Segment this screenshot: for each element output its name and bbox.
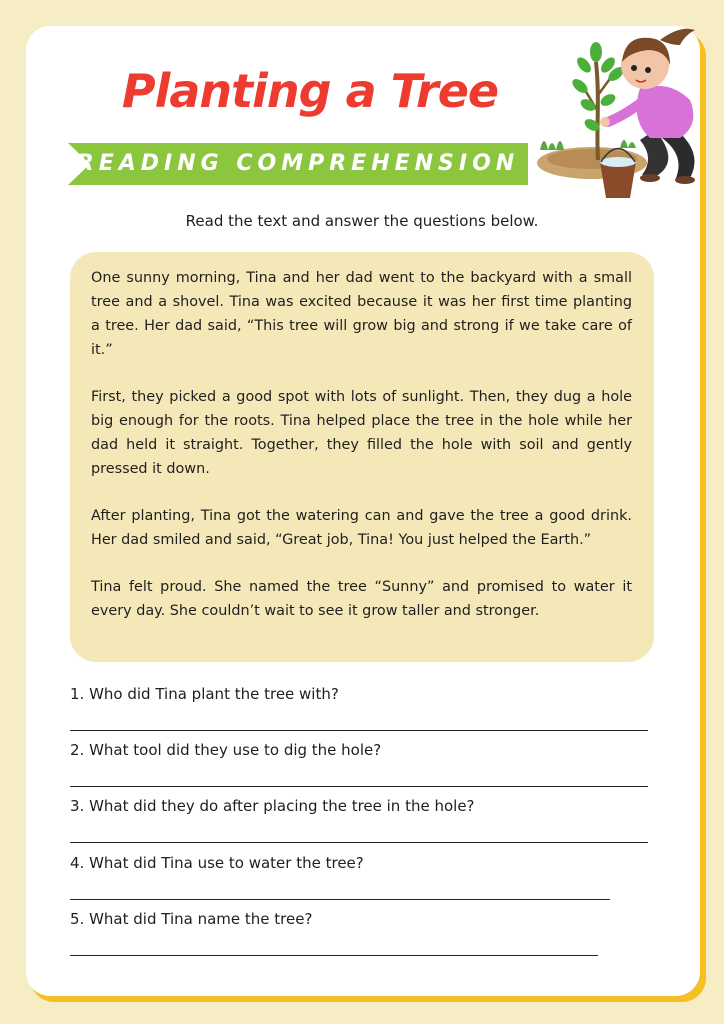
answer-line-1[interactable] bbox=[70, 730, 648, 731]
question-1: 1. Who did Tina plant the tree with? bbox=[70, 685, 339, 703]
worksheet-title: Planting a Tree bbox=[121, 64, 499, 118]
girl-planting-tree-illustration bbox=[530, 10, 715, 205]
instructions-text: Read the text and answer the questions below. bbox=[185, 212, 539, 230]
answer-line-5[interactable] bbox=[70, 955, 598, 956]
passage-paragraph: One sunny morning, Tina and her dad went to the backyard with a small tree and a shovel. Tina was excited because it was her first time planting a tree. Her dad said, “This tree will grow big and strong if we take care of it.” bbox=[91, 270, 632, 358]
question-3: 3. What did they do after placing the tree in the hole? bbox=[70, 797, 475, 815]
passage-paragraph: First, they picked a good spot with lots of sunlight. Then, they dug a hole big enough for the roots. Tina helped place the tree in the hole while her dad held it straight. Together, they filled the hole with soil and gently pressed it down. bbox=[91, 389, 632, 477]
question-5: 5. What did Tina name the tree? bbox=[70, 910, 313, 928]
answer-line-4[interactable] bbox=[70, 899, 610, 900]
passage-paragraph: After planting, Tina got the watering can and gave the tree a good drink. Her dad smiled and said, “Great job, Tina! You just helped the Earth.” bbox=[91, 508, 632, 548]
subtitle-banner bbox=[68, 143, 528, 185]
answer-line-3[interactable] bbox=[70, 842, 648, 843]
answer-line-2[interactable] bbox=[70, 786, 648, 787]
question-4: 4. What did Tina use to water the tree? bbox=[70, 854, 364, 872]
passage-paragraph: Tina felt proud. She named the tree “Sunny” and promised to water it every day. She couldn’t wait to see it grow taller and stronger. bbox=[91, 579, 632, 619]
reading-passage bbox=[70, 252, 654, 662]
question-2: 2. What tool did they use to dig the hole? bbox=[70, 741, 382, 759]
subtitle-text: READING COMPREHENSION bbox=[76, 151, 520, 176]
